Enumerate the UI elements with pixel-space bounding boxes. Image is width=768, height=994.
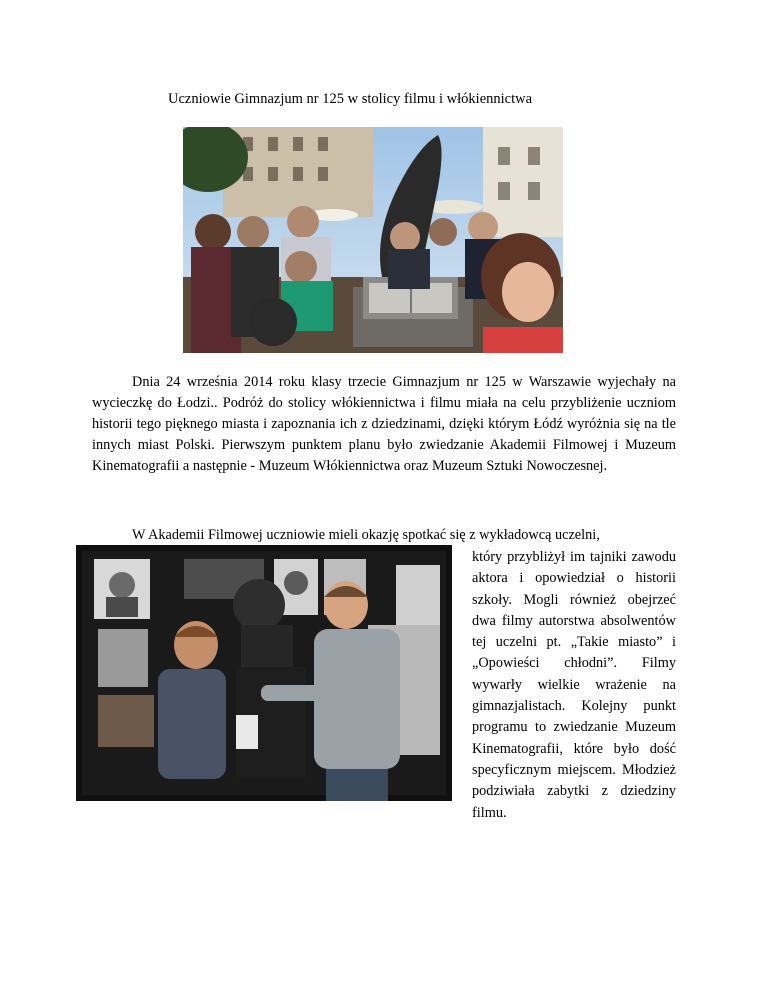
academy-paragraph-first-line: W Akademii Filmowej uczniowie mieli okazję spotkać się z wykładowcą uczelni, — [132, 527, 600, 543]
page-title: Uczniowie Gimnazjum nr 125 w stolicy filmu i włókiennictwa — [168, 91, 533, 107]
academy-paragraph-continued: który przybliżył im tajniki zawodu aktora i opowiedział o historii szkoły. Mogli również obejrzeć dwa filmy autorstwa absolwentów tej uczelni pt. „Takie miasto” i „Opowieści chłodni”. Filmy wywarły wielkie wrażenie na gimnazjalistach. Kolejny punkt programu to zwiedzanie Muzeum Kinematografii, które było dość specyficznym miejscem. Młodzież podziwiała zabytki z dziedziny filmu. — [472, 549, 676, 821]
intro-paragraph-text: Dnia 24 września 2014 roku klasy trzecie Gimnazjum nr 125 w Warszawie wyjechały na wycieczkę do Łodzi.. Podróż do stolicy włókiennictwa i filmu miała na celu przybliżenie uczniom historii tego pięknego miasta i zapoznania ich z dziedzinami, dzięki którym Łódź wyróżnia się na tle innych miast Polski. Pierwszym punktem planu było zwiedzanie Akademii Filmowej i Muzeum Kinematografii a następnie - Muzeum Włókiennictwa oraz Muzeum Sztuki Nowoczesnej. — [92, 374, 676, 474]
students-at-monument-photo — [183, 127, 563, 353]
intro-paragraph — [92, 372, 676, 477]
students-at-film-camera-photo — [76, 545, 452, 801]
